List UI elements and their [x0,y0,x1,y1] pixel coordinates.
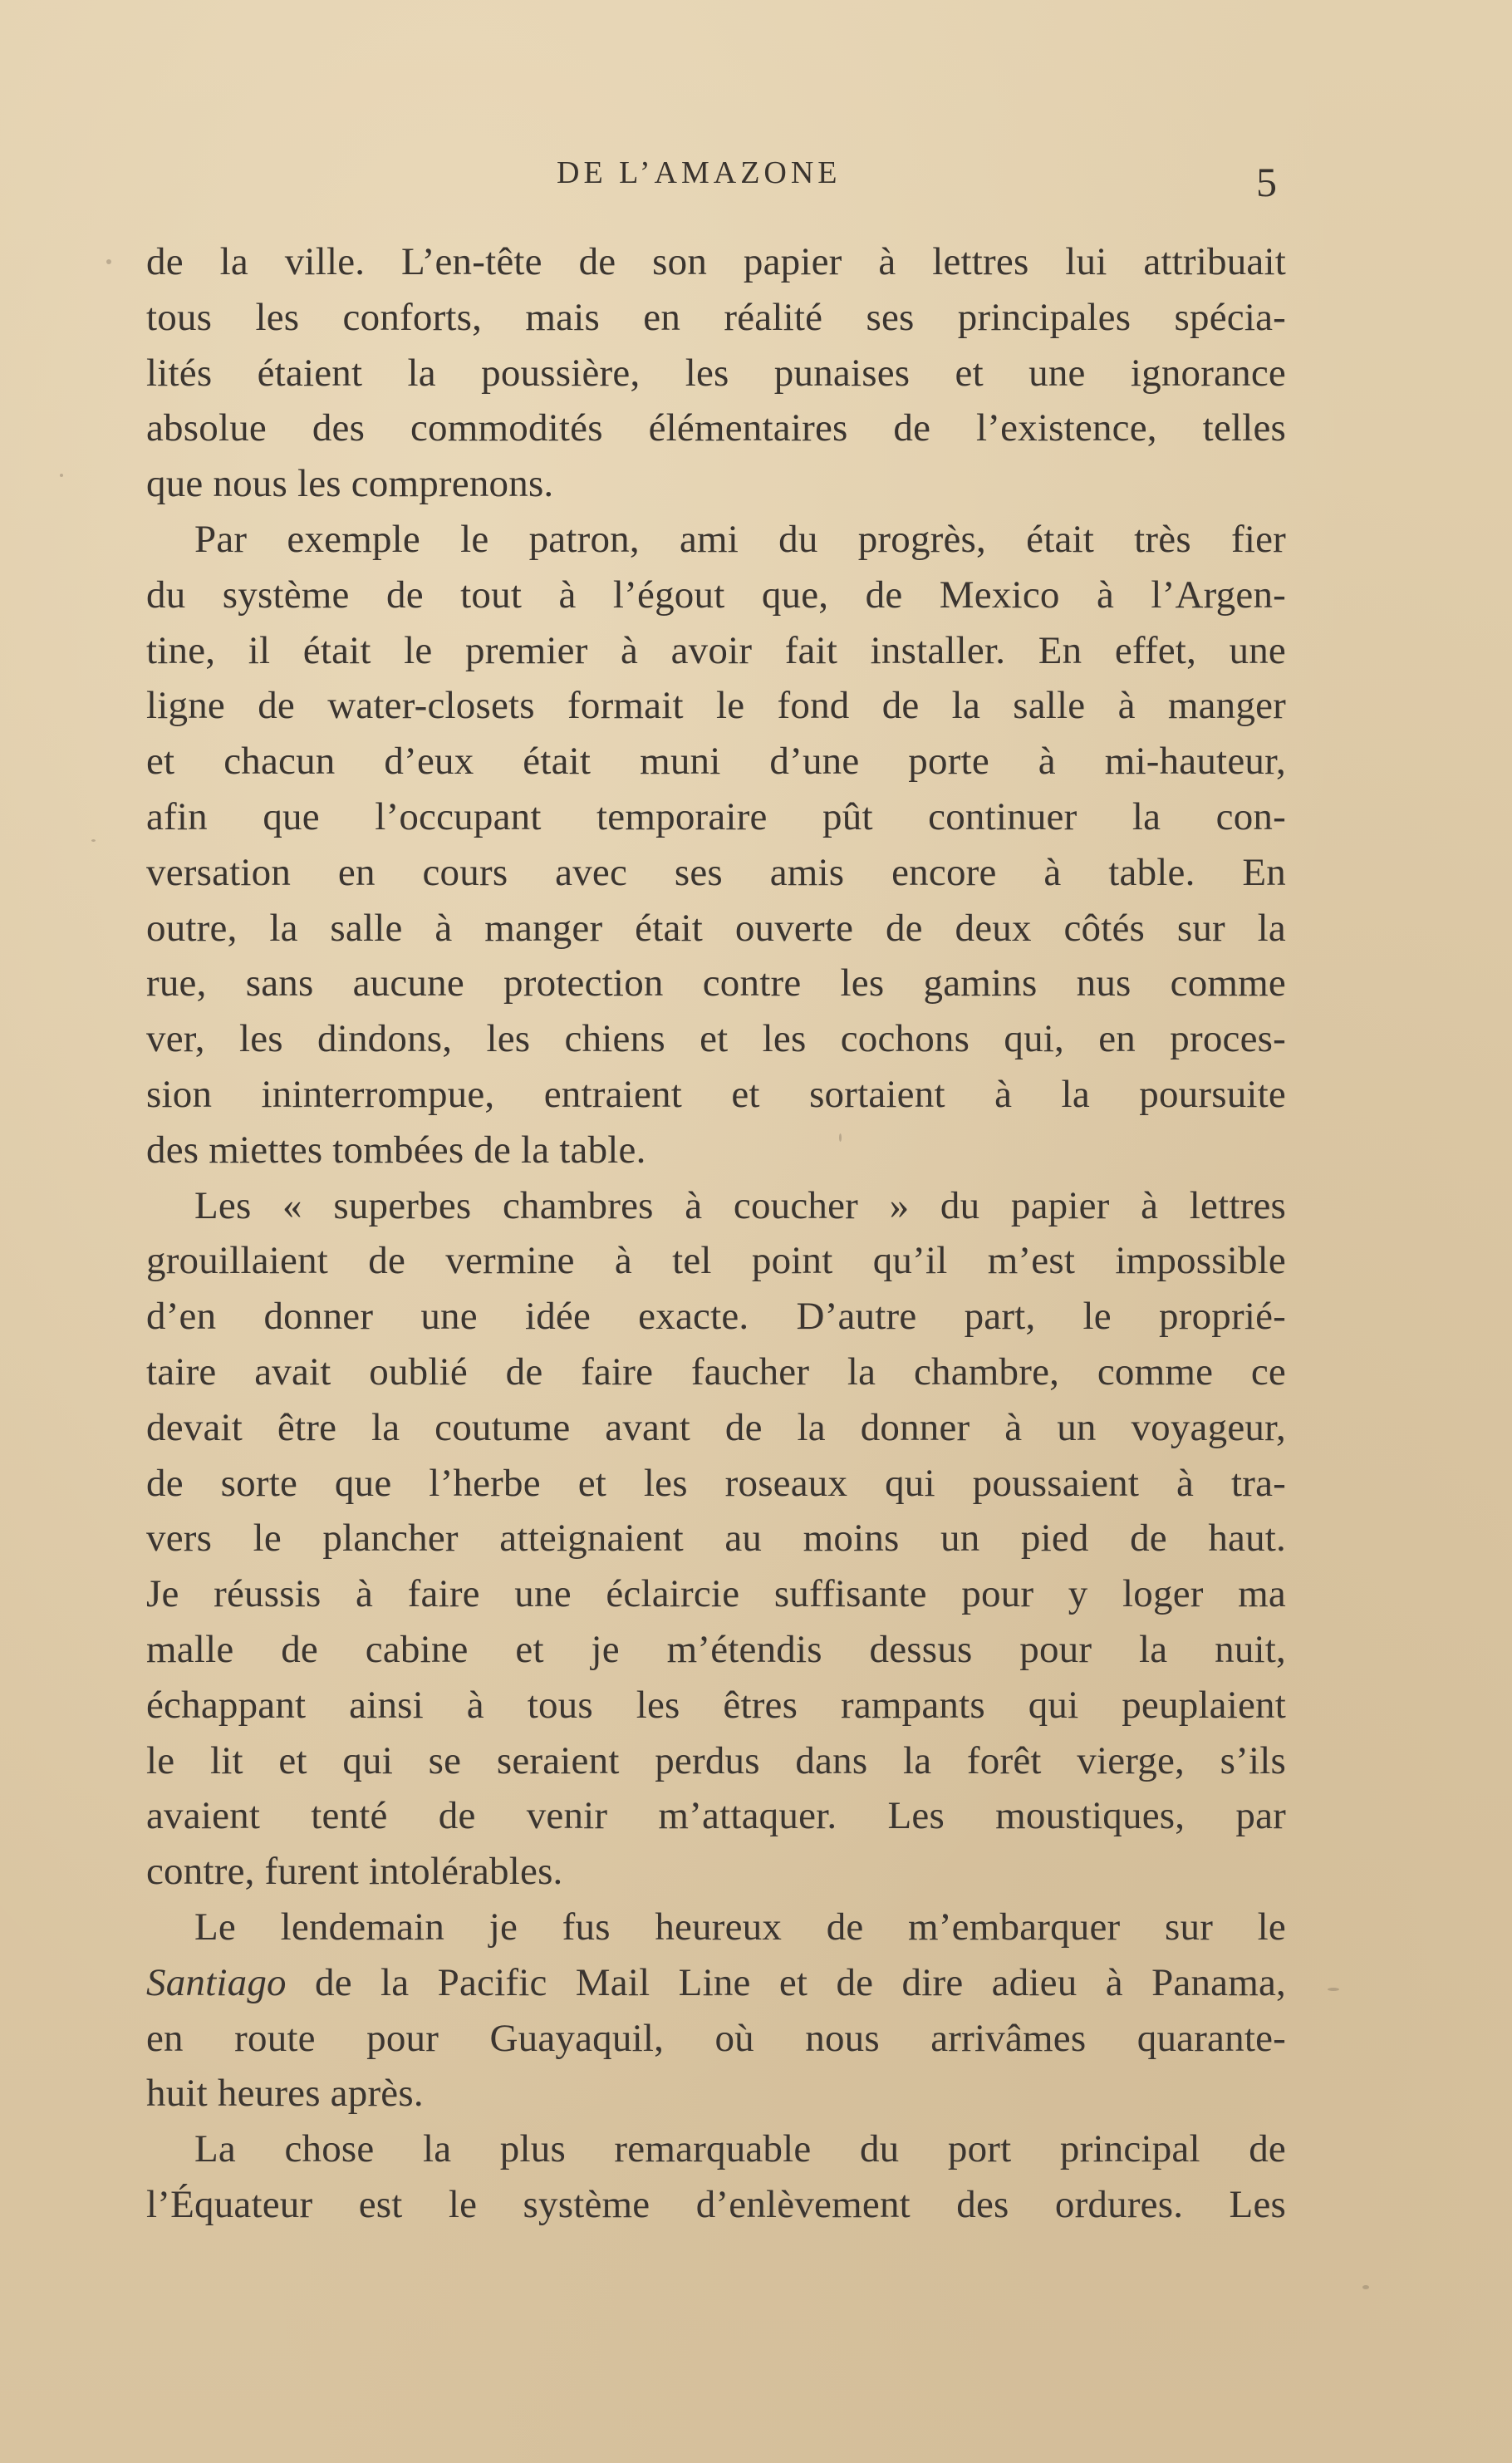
paragraph-2 [146,512,1286,1178]
paper-speck [91,839,96,842]
text-line: du système de tout à l’égout que, de Mexico à l’Argen- [146,573,1286,617]
text-line: en route pour Guayaquil, où nous arrivâmes quarante- [146,2016,1286,2060]
text-line: contre, furent intolérables. [146,1850,563,1894]
text-line: sion ininterrompue, entraient et sortaient à la poursuite [146,1072,1286,1116]
text-line: malle de cabine et je m’étendis dessus pour la nuit, [146,1627,1286,1671]
text-line: versation en cours avec ses amis encore à table. En [146,850,1286,894]
paragraph-5 [146,2121,1286,2233]
text-line: ver, les dindons, les chiens et les cochons qui, en proces- [146,1017,1286,1061]
text-line: l’Équateur est le système d’enlèvement des ordures. Les [146,2182,1286,2226]
text-line: d’en donner une idée exacte. D’autre part, le proprié- [146,1295,1286,1339]
text-line: Par exemple le patron, ami du progrès, était très fier [194,517,1286,561]
text-line: des miettes tombées de la table. [146,1128,646,1172]
text-line: ligne de water-closets formait le fond de la salle à manger [146,684,1286,728]
page-number: 5 [1256,159,1277,205]
text-line: rue, sans aucune protection contre les gamins nus comme [146,961,1286,1005]
text-line: afin que l’occupant temporaire pût continuer la con- [146,794,1286,838]
text-line: lités étaient la poussière, les punaises et une ignorance [146,351,1286,395]
text-line: absolue des commodités élémentaires de l’existence, telles [146,406,1286,450]
text-line: huit heures après. [146,2072,424,2116]
paragraph-3 [146,1178,1286,1900]
ship-name: Santiago [146,1960,287,2004]
text-line: outre, la salle à manger était ouverte de deux côtés sur la [146,906,1286,950]
body-text [146,234,1286,2233]
text-line: Le lendemain je fus heureux de m’embarquer sur le [194,1905,1286,1949]
paper-speck [106,259,111,264]
text-line-rest: de la Pacific Mail Line et de dire adieu à Panama, [286,1960,1286,2004]
text-line: de la ville. L’en-tête de son papier à lettres lui attribuait [146,240,1286,283]
text-line: et chacun d’eux était muni d’une porte à mi-hauteur, [146,740,1286,784]
paper-speck [1362,2285,1369,2289]
text-line: Les « superbes chambres à coucher » du papier à lettres [194,1183,1286,1227]
paper-speck [60,474,63,477]
text-line: le lit et qui se seraient perdus dans la forêt vierge, s’ils [146,1738,1286,1782]
text-line: avaient tenté de venir m’attaquer. Les moustiques, par [146,1794,1286,1838]
text-line: tous les conforts, mais en réalité ses principales spécia- [146,295,1286,339]
page-header [0,155,1512,204]
text-line: que nous les comprenons. [146,462,554,506]
text-line: de sorte que l’herbe et les roseaux qui poussaient à tra- [146,1461,1286,1505]
text-line: La chose la plus remarquable du port principal de [194,2127,1286,2171]
running-title: DE L’AMAZONE [557,155,842,190]
text-line: taire avait oublié de faire faucher la chambre, comme ce [146,1349,1286,1394]
paper-speck [1328,1988,1339,1991]
paper-speck [839,1133,842,1142]
text-line: échappant ainsi à tous les êtres rampants qui peuplaient [146,1683,1286,1727]
text-line: devait être la coutume avant de la donner à un voyageur, [146,1405,1286,1449]
paragraph-1 [146,234,1286,512]
text-line: vers le plancher atteignaient au moins un pied de haut. [146,1517,1286,1561]
text-line: tine, il était le premier à avoir fait installer. En effet, une [146,628,1286,672]
text-line: Je réussis à faire une éclaircie suffisante pour y loger ma [146,1572,1286,1616]
paragraph-4 [146,1900,1286,2121]
text-line: grouillaient de vermine à tel point qu’il m’est impossible [146,1239,1286,1283]
text-line-with-ship-name [146,1955,1286,2011]
